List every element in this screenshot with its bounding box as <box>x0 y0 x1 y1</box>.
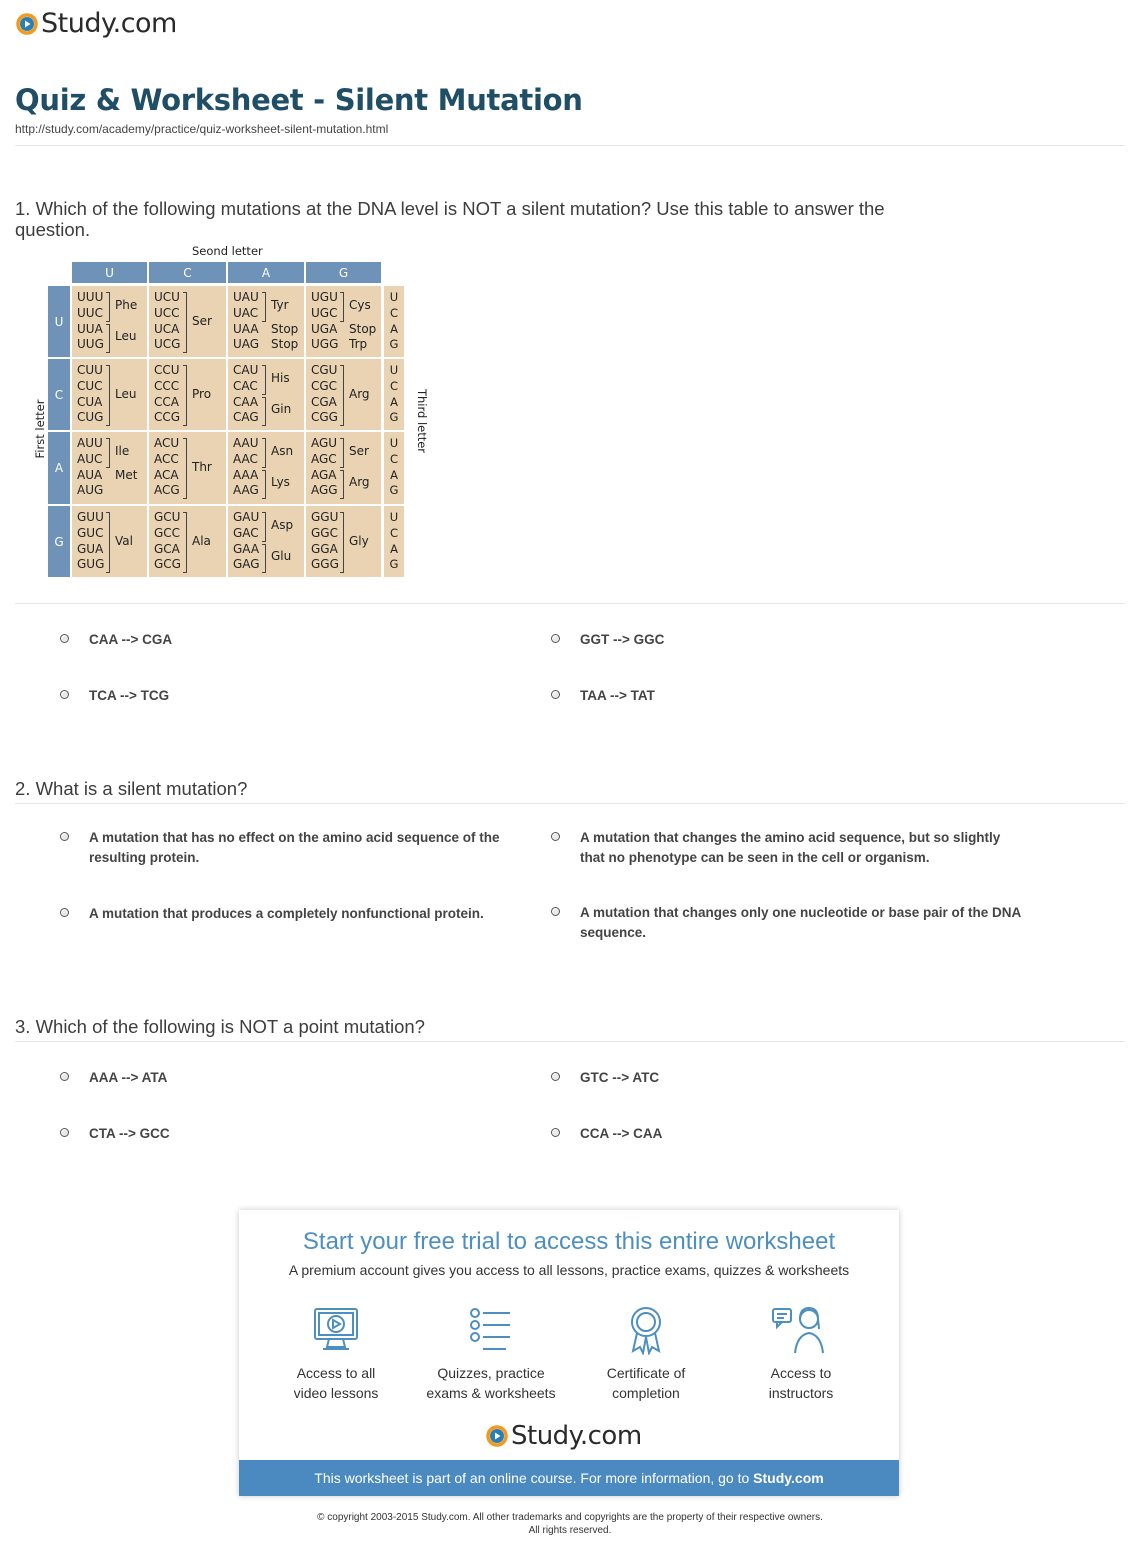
radio-icon[interactable] <box>60 832 69 841</box>
codon-table <box>27 243 427 583</box>
amino-acid: Asp <box>271 517 294 532</box>
radio-icon[interactable] <box>60 1128 69 1137</box>
radio-icon[interactable] <box>60 634 69 643</box>
video-lesson-icon <box>311 1305 361 1355</box>
amino-acid: Lys <box>271 475 290 490</box>
amino-acid: Stop Stop <box>271 321 299 352</box>
instructor-icon <box>771 1305 831 1355</box>
codon-list: GUU GUC GUA GUG <box>77 510 105 572</box>
codon-list: CCU CCC CCA CCG <box>154 363 181 425</box>
amino-acid: Met <box>115 467 138 482</box>
bracket <box>183 438 187 499</box>
amino-acid: Leu <box>115 329 137 344</box>
page-title: Quiz & Worksheet - Silent Mutation <box>15 83 583 117</box>
codon-list: GCU GCC GCA GCG <box>154 510 181 572</box>
amino-acid: His <box>271 370 290 385</box>
copyright: © copyright 2003-2015 Study.com. All other trademarks and copyrights are the property of their respective owners. All rights reserved. <box>317 1512 823 1536</box>
codon-list: CAU CAC CAA CAG <box>233 363 259 425</box>
codon-list: UAU UAC UAA UAG <box>233 290 260 352</box>
feature-instructors: Access to instructors <box>726 1305 876 1403</box>
codon-list: AAU AAC AAA AAG <box>233 436 259 498</box>
answer-option[interactable]: A mutation that has no effect on the amino acid sequence of the resulting protein. <box>60 828 530 868</box>
amino-acid: Ser <box>349 443 369 458</box>
amino-acid: Asn <box>271 443 294 458</box>
amino-acid: Gly <box>349 533 369 548</box>
play-logo-icon <box>16 13 38 35</box>
bracket <box>340 292 344 322</box>
answer-option[interactable]: CAA --> CGA <box>60 630 172 650</box>
answer-option[interactable]: A mutation that changes only one nucleotide or base pair of the DNA sequence. <box>551 903 1021 943</box>
promo-info-bar: This worksheet is part of an online course. For more information, go to Study.com <box>239 1460 899 1496</box>
amino-acid: Arg <box>349 386 370 401</box>
question-2: 2. What is a silent mutation? <box>15 778 248 799</box>
bracket <box>106 512 110 573</box>
answer-option[interactable]: AAA --> ATA <box>60 1068 167 1088</box>
codon-list: ACU ACC ACA ACG <box>154 436 180 498</box>
answer-option[interactable]: GGT --> GGC <box>551 630 664 650</box>
amino-acid: Tyr <box>271 297 289 312</box>
promo-title[interactable]: Start your free trial to access this entire worksheet <box>302 1228 836 1255</box>
first-letter-header: A <box>48 432 70 504</box>
third-letter-label: Third letter <box>415 388 429 454</box>
amino-acid: Pro <box>192 386 212 401</box>
radio-icon[interactable] <box>551 1128 560 1137</box>
study-logo[interactable] <box>16 8 177 39</box>
second-letter-header: G <box>306 262 381 283</box>
bracket <box>106 365 110 426</box>
bracket <box>106 292 110 322</box>
radio-icon[interactable] <box>551 907 560 916</box>
radio-icon[interactable] <box>551 832 560 841</box>
bracket <box>183 292 187 353</box>
amino-acid: Gin <box>271 402 292 417</box>
amino-acid: Thr <box>192 459 212 474</box>
feature-certificate: Certificate of completion <box>571 1305 721 1403</box>
first-letter-header: G <box>48 506 70 577</box>
answer-option[interactable]: TAA --> TAT <box>551 686 655 706</box>
bracket <box>340 470 344 500</box>
first-letter-label: First letter <box>33 399 47 459</box>
third-letter-list: U C A G <box>389 290 399 352</box>
divider <box>15 803 1125 804</box>
amino-acid: Glu <box>271 549 292 564</box>
quiz-list-icon <box>466 1305 516 1355</box>
free-trial-promo <box>239 1210 899 1496</box>
bracket <box>183 512 187 573</box>
second-letter-header: U <box>72 262 147 283</box>
first-letter-header: U <box>48 286 70 357</box>
codon-list: AUU AUC AUA AUG <box>77 436 104 498</box>
second-letter-header: C <box>149 262 226 283</box>
codon-list: GAU GAC GAA GAG <box>233 510 260 572</box>
codon-list: CGU CGC CGA CGG <box>311 363 338 425</box>
bracket <box>262 512 266 542</box>
answer-option[interactable]: CCA --> CAA <box>551 1124 662 1144</box>
second-letter-header: A <box>228 262 304 283</box>
third-letter-list: U C A G <box>389 510 399 572</box>
bracket <box>262 438 266 468</box>
bracket <box>262 470 266 500</box>
answer-option[interactable]: GTC --> ATC <box>551 1068 659 1088</box>
bracket <box>106 324 110 354</box>
codon-list: GGU GGC GGA GGG <box>311 510 339 572</box>
divider <box>15 145 1125 146</box>
amino-acid: Ile <box>115 443 130 458</box>
logo-text: Study.com <box>41 8 177 39</box>
study-link[interactable]: Study.com <box>753 1470 824 1486</box>
divider <box>15 1041 1125 1042</box>
bracket <box>340 512 344 573</box>
feature-quizzes: Quizzes, practice exams & worksheets <box>416 1305 566 1403</box>
radio-icon[interactable] <box>551 690 560 699</box>
amino-acid: Arg <box>349 475 370 490</box>
third-letter-list: U C A G <box>389 363 399 425</box>
second-letter-label: Seond letter <box>192 244 263 258</box>
bracket <box>262 292 266 322</box>
bracket <box>262 365 266 395</box>
amino-acid: Val <box>115 533 133 548</box>
bracket <box>262 397 266 427</box>
answer-option[interactable]: CTA --> GCC <box>60 1124 170 1144</box>
amino-acid: Phe <box>115 297 138 312</box>
bracket <box>183 365 187 426</box>
codon-list: UUU UUC UUA UUG <box>77 290 104 352</box>
bracket <box>106 438 110 468</box>
answer-option[interactable]: A mutation that produces a completely nonfunctional protein. <box>60 904 530 924</box>
first-letter-header: C <box>48 359 70 430</box>
amino-acid: Ala <box>192 533 211 548</box>
promo-subtitle: A premium account gives you access to all lessons, practice exams, quizzes & worksheets <box>288 1262 850 1278</box>
radio-icon[interactable] <box>551 634 560 643</box>
codon-list: AGU AGC AGA AGG <box>311 436 338 498</box>
divider <box>15 603 1125 604</box>
question-3: 3. Which of the following is NOT a point mutation? <box>15 1016 425 1037</box>
play-logo-icon <box>486 1425 508 1447</box>
codon-list: CUU CUC CUA CUG <box>77 363 104 425</box>
answer-option[interactable]: A mutation that changes the amino acid sequence, but so slightly that no phenotype can be seen in the cell or organism. <box>551 828 1021 868</box>
answer-option[interactable]: TCA --> TCG <box>60 686 169 706</box>
amino-acid: Stop Trp <box>349 321 377 352</box>
certificate-icon <box>621 1305 671 1355</box>
codon-list: UCU UCC UCA UCG <box>154 290 181 352</box>
third-letter-list: U C A G <box>389 436 399 498</box>
bracket <box>340 365 344 426</box>
question-1: 1. Which of the following mutations at the DNA level is NOT a silent mutation? Use this table to answer the question. <box>15 198 885 240</box>
radio-icon[interactable] <box>60 908 69 917</box>
radio-icon[interactable] <box>551 1072 560 1081</box>
radio-icon[interactable] <box>60 1072 69 1081</box>
bracket <box>340 438 344 468</box>
promo-study-logo[interactable]: Study.com <box>486 1421 642 1451</box>
page-url[interactable]: http://study.com/academy/practice/quiz-worksheet-silent-mutation.html <box>15 122 389 136</box>
codon-list: UGU UGC UGA UGG <box>311 290 339 352</box>
amino-acid: Leu <box>115 386 137 401</box>
feature-video-lessons: Access to all video lessons <box>261 1305 411 1403</box>
radio-icon[interactable] <box>60 690 69 699</box>
amino-acid: Cys <box>349 297 371 312</box>
amino-acid: Ser <box>192 313 212 328</box>
bracket <box>262 544 266 574</box>
